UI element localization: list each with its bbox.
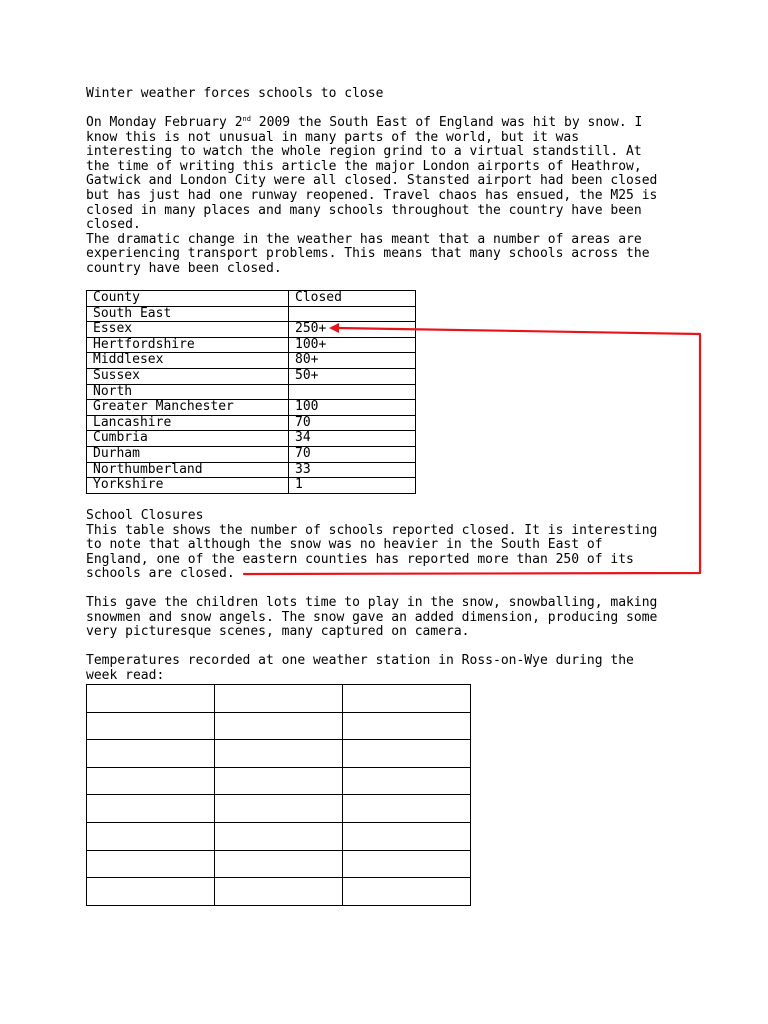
- county-cell: Yorkshire: [87, 478, 289, 494]
- closed-cell: 50+: [289, 368, 416, 384]
- temperature-intro: Temperatures recorded at one weather station in Ross-on-Wye during the week read:: [86, 653, 634, 683]
- closed-cell: 70: [289, 446, 416, 462]
- county-cell: Northumberland: [87, 462, 289, 478]
- county-cell: Essex: [87, 322, 289, 338]
- county-cell: Middlesex: [87, 353, 289, 369]
- closures-heading: School Closures: [86, 508, 204, 523]
- annotation-arrow-line: [244, 328, 700, 574]
- county-cell: Durham: [87, 446, 289, 462]
- intro-text-start: On Monday February 2: [86, 115, 243, 130]
- article-title: Winter weather forces schools to close: [86, 86, 384, 101]
- closed-cell: 100+: [289, 337, 416, 353]
- closed-cell: 100: [289, 400, 416, 416]
- closed-cell: 34: [289, 431, 416, 447]
- header-closed: Closed: [289, 291, 416, 307]
- ordinal-suffix: nd: [242, 115, 251, 123]
- county-cell: North: [87, 384, 289, 400]
- annotation-arrowhead: [329, 323, 339, 333]
- county-cell: South East: [87, 306, 289, 322]
- closed-cell: 33: [289, 462, 416, 478]
- closed-cell: 250+: [289, 322, 416, 338]
- county-cell: Cumbria: [87, 431, 289, 447]
- header-county: County: [87, 291, 289, 307]
- intro-text-rest: 2009 the South East of England was hit by snow. I know this is not unusual in many parts of the world, but it was interesting to watch the whole region grind to a virtual standstill. At the time of writing this article the major London airports of Heathrow, Gatwick and London City were all closed. Stansted airport had been closed but has just had one runway reopened. Travel chaos has ensued, the M25 is closed in many places and many schools throughout the country have been closed. The dramatic change in the weather has meant that a number of areas are experiencing transport problems. This means that many schools across the country have been closed.: [86, 115, 658, 276]
- closed-cell: 1: [289, 478, 416, 494]
- county-cell: Lancashire: [87, 415, 289, 431]
- county-cell: Hertfordshire: [87, 337, 289, 353]
- county-cell: Sussex: [87, 368, 289, 384]
- snow-paragraph: This gave the children lots time to play in the snow, snowballing, making snowmen and snow angels. The snow gave an added dimension, producing some very picturesque scenes, many captured on camera.: [86, 595, 658, 640]
- closed-cell: 80+: [289, 353, 416, 369]
- closed-cell: 70: [289, 415, 416, 431]
- county-cell: Greater Manchester: [87, 400, 289, 416]
- closures-text: This table shows the number of schools reported closed. It is interesting to note that although the snow was no heavier in the South East of England, one of the eastern counties has reported more than 250 of its schools are closed.: [86, 522, 658, 582]
